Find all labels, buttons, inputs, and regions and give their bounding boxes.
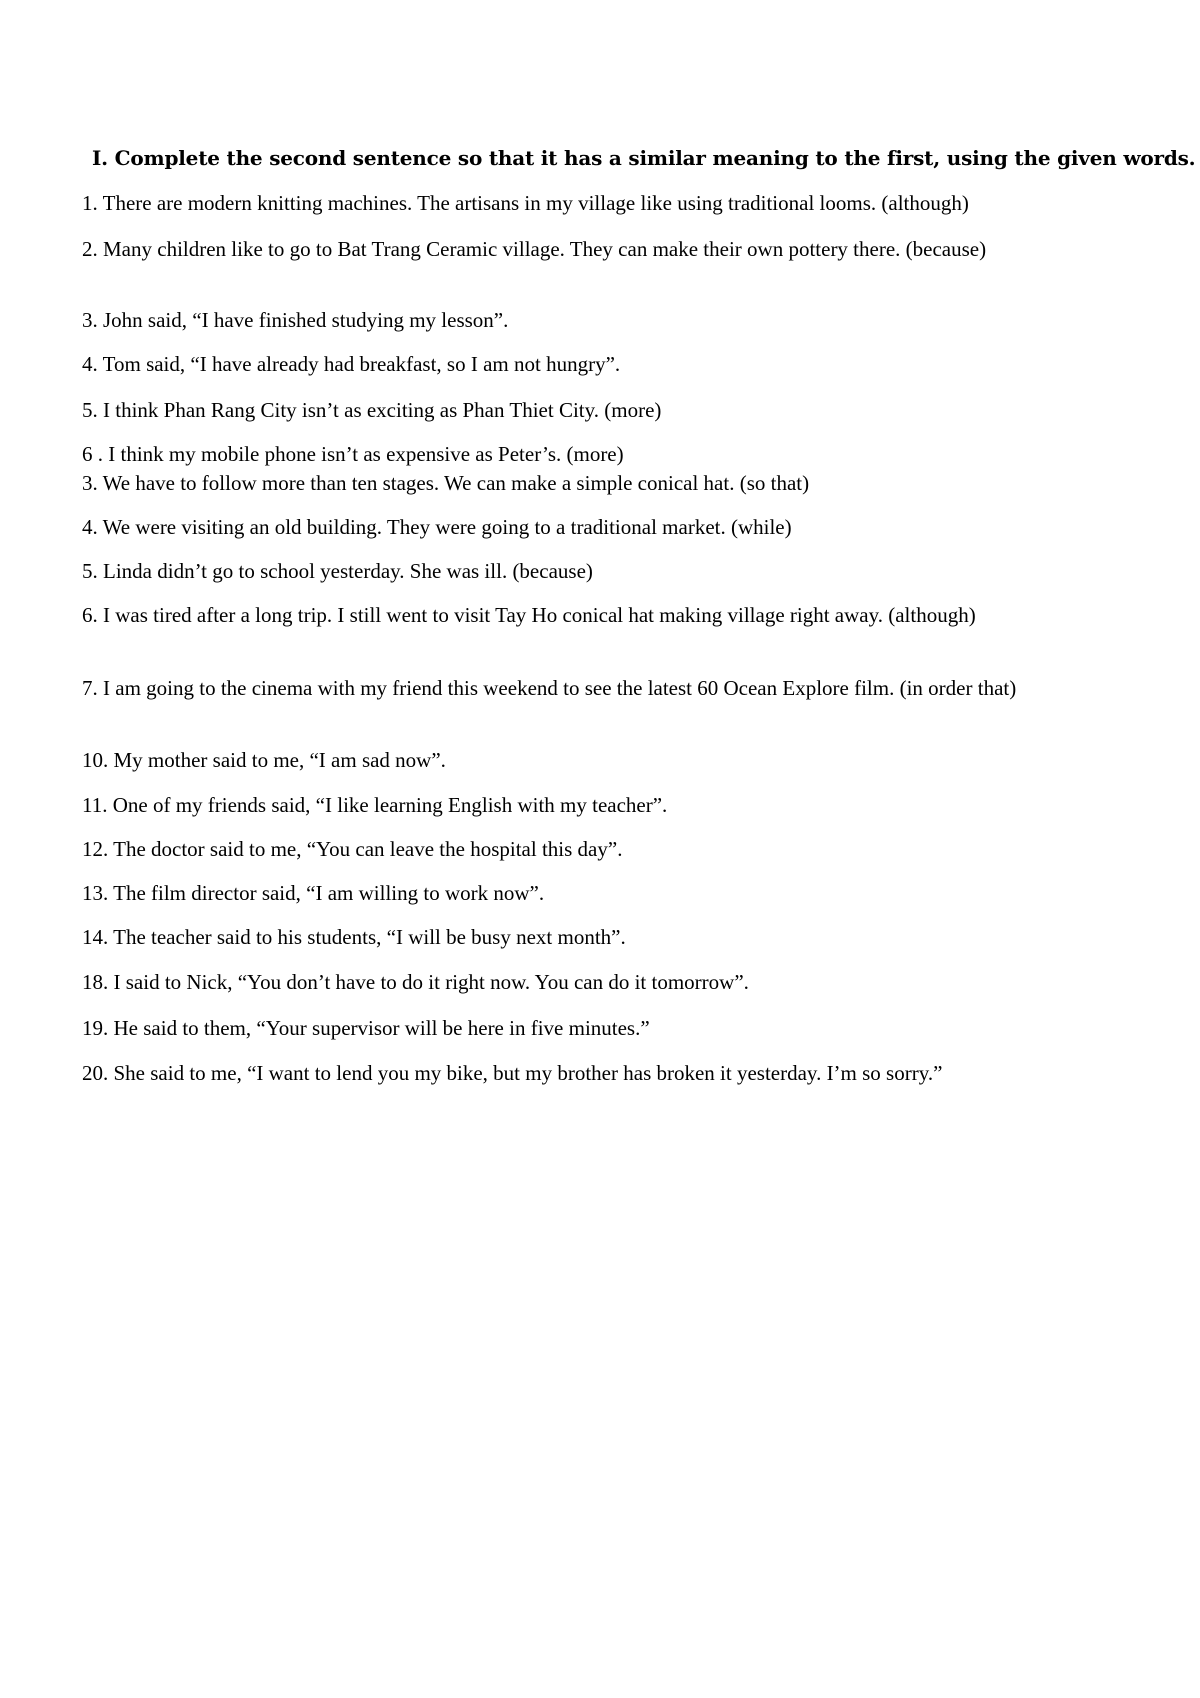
question-item: 5. I think Phan Rang City isn’t as exciting as Phan Thiet City. (more) (82, 398, 662, 422)
question-item: 6 . I think my mobile phone isn’t as expensive as Peter’s. (more) (82, 442, 624, 466)
exercise-heading: I. Complete the second sentence so that it has a similar meaning to the first, using the given words. (92, 146, 1196, 170)
question-item: 4. Tom said, “I have already had breakfast, so I am not hungry”. (82, 352, 621, 376)
question-item: 3. John said, “I have finished studying my lesson”. (82, 308, 509, 332)
question-item: 13. The film director said, “I am willing to work now”. (82, 881, 545, 905)
question-item: 1. There are modern knitting machines. The artisans in my village like using traditional looms. (although) (82, 191, 969, 215)
question-item: 5. Linda didn’t go to school yesterday. She was ill. (because) (82, 559, 593, 583)
question-item: 2. Many children like to go to Bat Trang Ceramic village. They can make their own pottery there. (because) (82, 237, 987, 261)
question-item: 3. We have to follow more than ten stages. We can make a simple conical hat. (so that) (82, 471, 810, 495)
question-item: 6. I was tired after a long trip. I still went to visit Tay Ho conical hat making village right away. (although) (82, 603, 976, 627)
question-item: 7. I am going to the cinema with my friend this weekend to see the latest 60 Ocean Explore film. (in order that) (82, 676, 1017, 700)
question-item: 18. I said to Nick, “You don’t have to do it right now. You can do it tomorrow”. (82, 970, 749, 994)
question-item: 14. The teacher said to his students, “I will be busy next month”. (82, 925, 626, 949)
question-item: 19. He said to them, “Your supervisor will be here in five minutes.” (82, 1016, 650, 1040)
question-item: 20. She said to me, “I want to lend you my bike, but my brother has broken it yesterday. I’m so sorry.” (82, 1061, 943, 1085)
question-item: 11. One of my friends said, “I like learning English with my teacher”. (82, 793, 668, 817)
question-item: 10. My mother said to me, “I am sad now”. (82, 748, 446, 772)
question-item: 12. The doctor said to me, “You can leave the hospital this day”. (82, 837, 623, 861)
question-item: 4. We were visiting an old building. They were going to a traditional market. (while) (82, 515, 792, 539)
